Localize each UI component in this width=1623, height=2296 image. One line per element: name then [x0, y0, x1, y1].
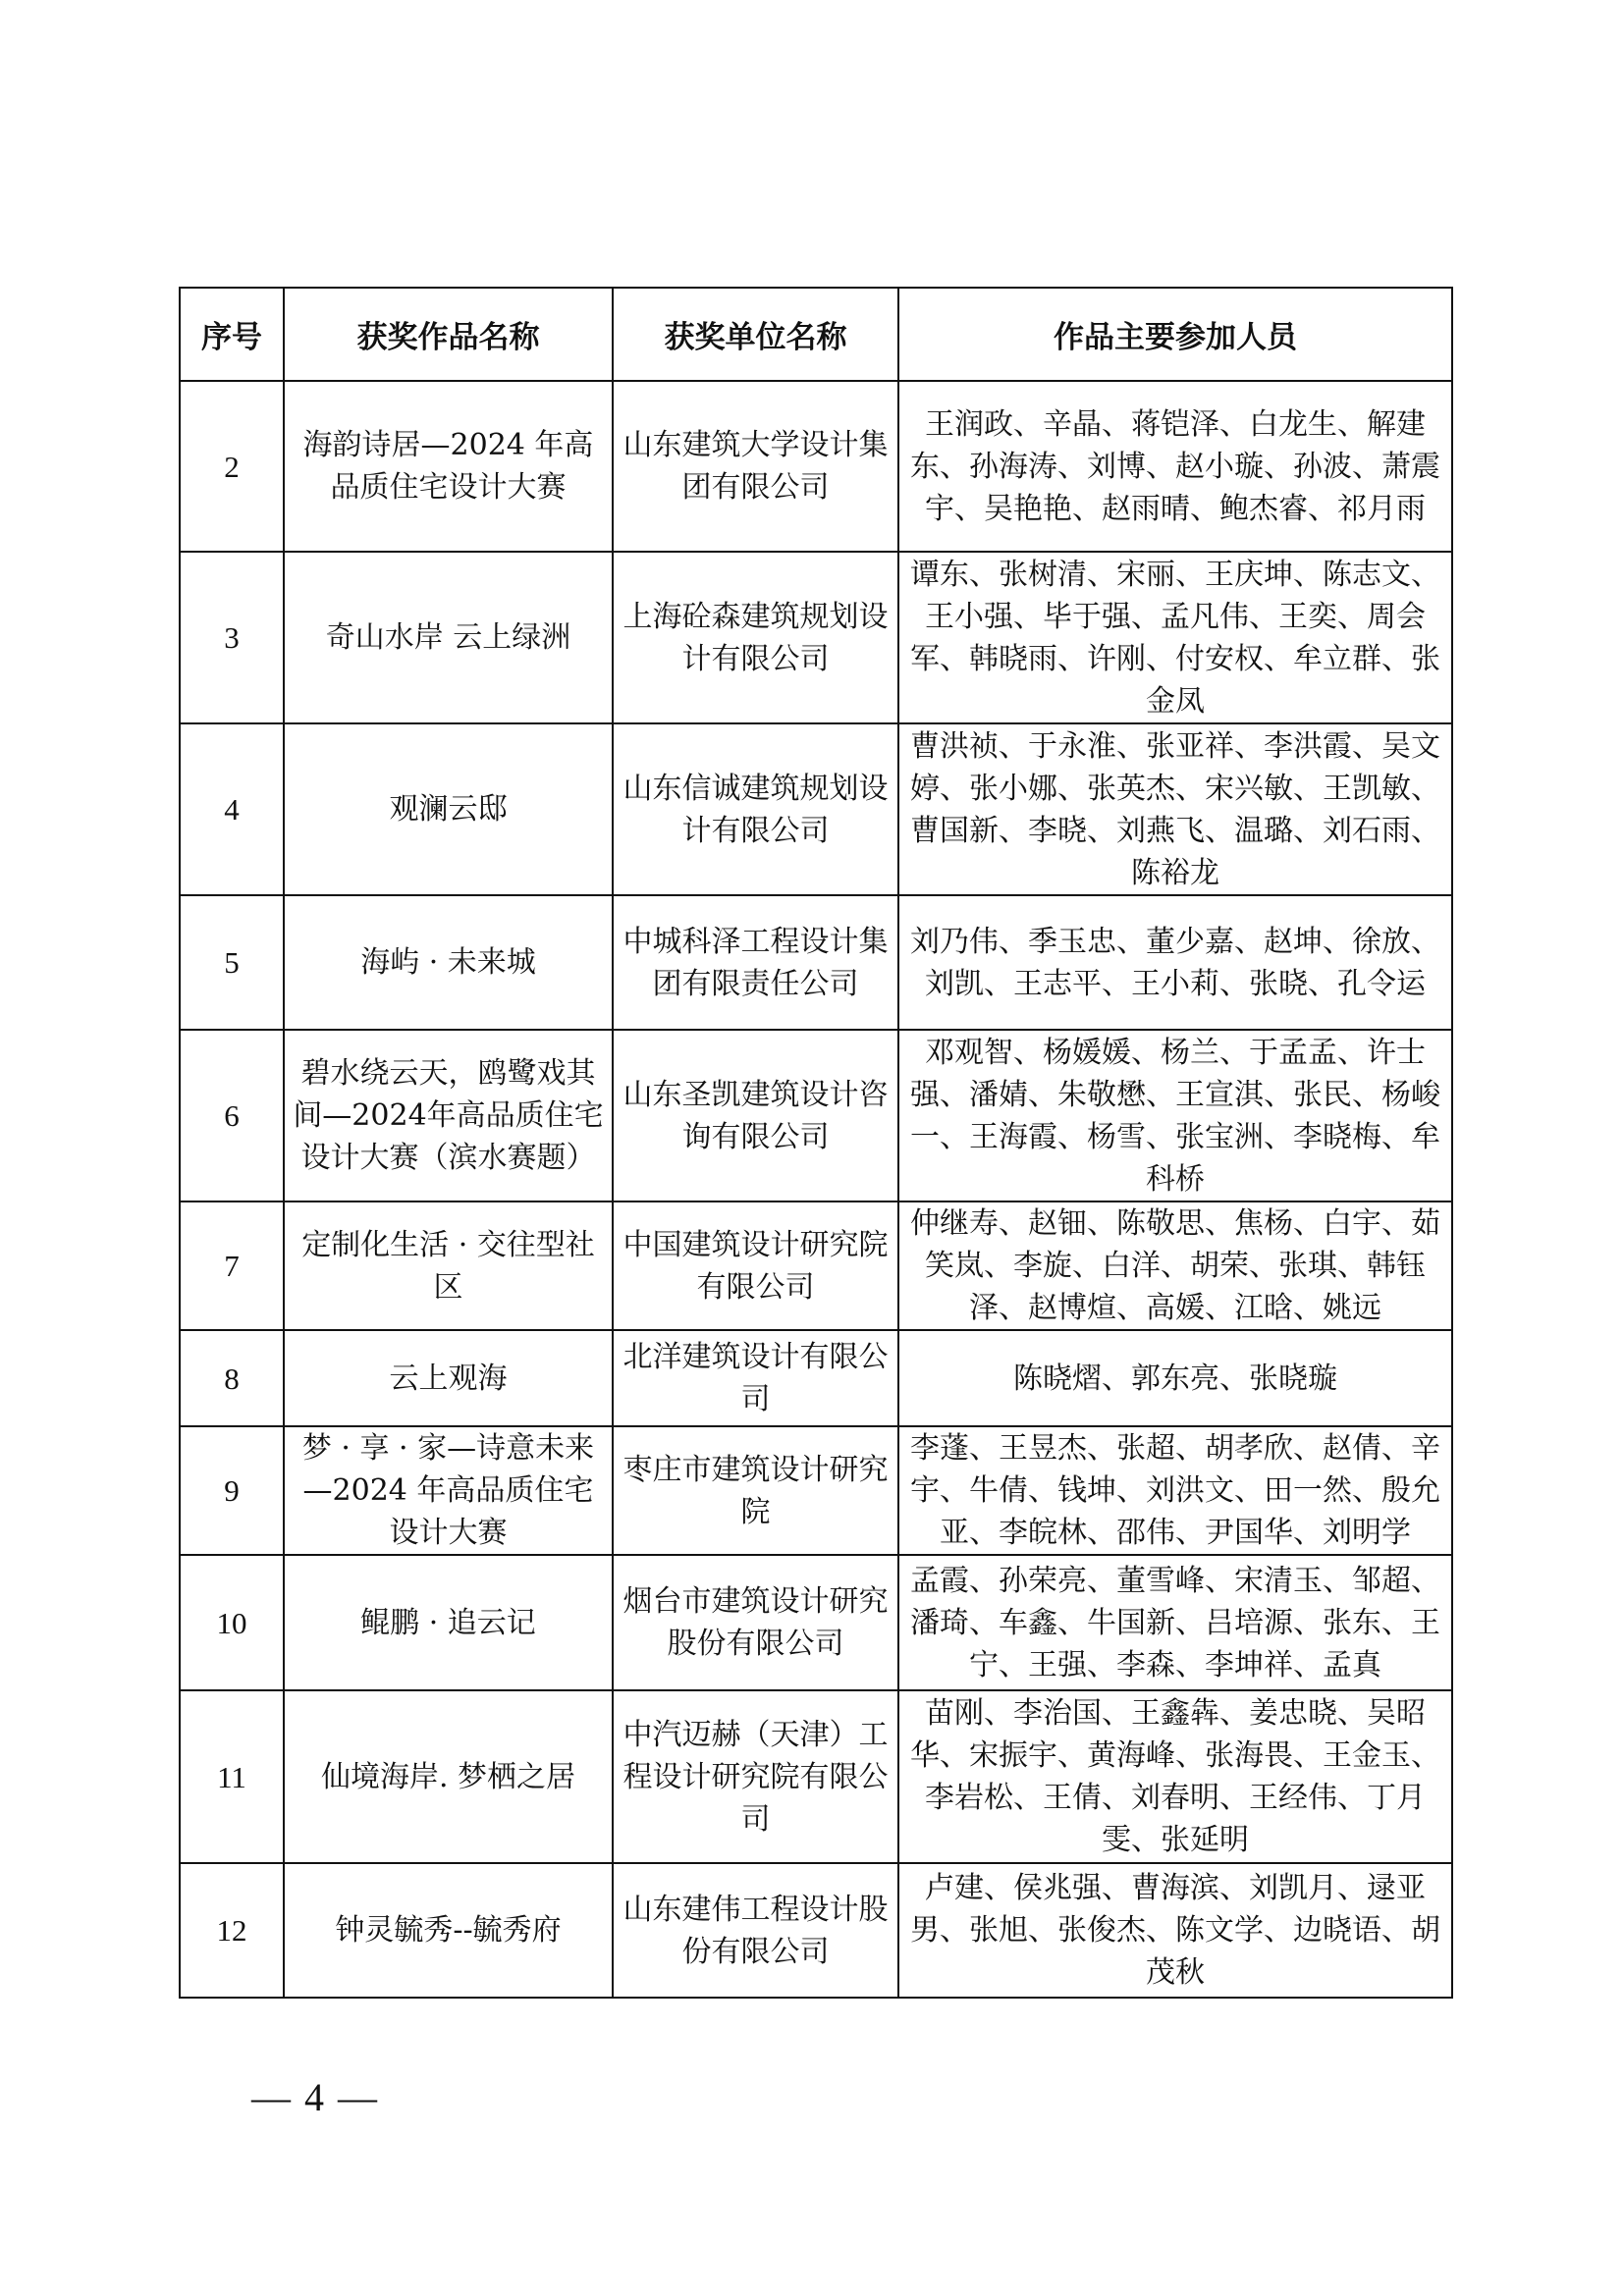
row-no: 10: [180, 1555, 284, 1690]
row-no: 12: [180, 1863, 284, 1998]
row-participants: 孟霞、孙荣亮、董雪峰、宋清玉、邹超、潘琦、车鑫、牛国新、吕培源、张东、王宁、王强、李森、李坤祥、孟真: [898, 1555, 1452, 1690]
row-participants: 李蓬、王昱杰、张超、胡孝欣、赵倩、辛宇、牛倩、钱坤、刘洪文、田一然、殷允亚、李皖林、邵伟、尹国华、刘明学: [898, 1426, 1452, 1555]
row-unit-name: 中汽迈赫（天津）工程设计研究院有限公司: [613, 1690, 898, 1863]
row-work-name: 碧水绕云天，鸥鹭戏其间—2024年高品质住宅设计大赛（滨水赛题）: [284, 1030, 613, 1201]
row-work-name: 观澜云邸: [284, 723, 613, 895]
row-no: 7: [180, 1201, 284, 1330]
row-unit-name: 中城科泽工程设计集团有限责任公司: [613, 895, 898, 1030]
row-no: 4: [180, 723, 284, 895]
row-unit-name: 北洋建筑设计有限公司: [613, 1330, 898, 1426]
awards-table-container: [179, 287, 1451, 1999]
table-row: [180, 1201, 1452, 1330]
row-unit-name: 烟台市建筑设计研究股份有限公司: [613, 1555, 898, 1690]
row-participants: 陈晓熠、郭东亮、张晓璇: [898, 1330, 1452, 1426]
row-unit-name: 山东建伟工程设计股份有限公司: [613, 1863, 898, 1998]
row-participants: 谭东、张树清、宋丽、王庆坤、陈志文、王小强、毕于强、孟凡伟、王奕、周会军、韩晓雨、许刚、付安权、牟立群、张金凤: [898, 552, 1452, 723]
header-unit-name: 获奖单位名称: [613, 288, 898, 381]
awards-table: [179, 287, 1453, 1999]
row-no: 9: [180, 1426, 284, 1555]
table-row: [180, 895, 1452, 1030]
table-header-row: [180, 288, 1452, 381]
table-row: [180, 381, 1452, 552]
row-participants: 苗刚、李治国、王鑫犇、姜忠晓、吴昭华、宋振宇、黄海峰、张海畏、王金玉、李岩松、王倩、刘春明、王经伟、丁月雯、张延明: [898, 1690, 1452, 1863]
header-work-name: 获奖作品名称: [284, 288, 613, 381]
table-row: [180, 1555, 1452, 1690]
row-participants: 邓观智、杨媛媛、杨兰、于孟孟、许士强、潘婧、朱敬懋、王宣淇、张民、杨峻一、王海霞、杨雪、张宝洲、李晓梅、牟科桥: [898, 1030, 1452, 1201]
table-row: [180, 552, 1452, 723]
row-participants: 卢建、侯兆强、曹海滨、刘凯月、逯亚男、张旭、张俊杰、陈文学、边晓语、胡茂秋: [898, 1863, 1452, 1998]
table-row: [180, 723, 1452, 895]
header-no: 序号: [180, 288, 284, 381]
row-unit-name: 山东信诚建筑规划设计有限公司: [613, 723, 898, 895]
table-row: [180, 1330, 1452, 1426]
row-unit-name: 上海砼森建筑规划设计有限公司: [613, 552, 898, 723]
table-row: [180, 1690, 1452, 1863]
row-unit-name: 中国建筑设计研究院有限公司: [613, 1201, 898, 1330]
table-row: [180, 1863, 1452, 1998]
row-no: 3: [180, 552, 284, 723]
row-unit-name: 山东建筑大学设计集团有限公司: [613, 381, 898, 552]
row-no: 6: [180, 1030, 284, 1201]
row-work-name: 梦 · 享 · 家—诗意未来—2024 年高品质住宅设计大赛: [284, 1426, 613, 1555]
row-no: 11: [180, 1690, 284, 1863]
row-participants: 曹洪祯、于永淮、张亚祥、李洪霞、吴文婷、张小娜、张英杰、宋兴敏、王凯敏、曹国新、李晓、刘燕飞、温璐、刘石雨、陈裕龙: [898, 723, 1452, 895]
table-row: [180, 1030, 1452, 1201]
row-work-name: 海屿 · 未来城: [284, 895, 613, 1030]
page-number: — 4 —: [251, 2075, 379, 2119]
row-unit-name: 山东圣凯建筑设计咨询有限公司: [613, 1030, 898, 1201]
row-work-name: 云上观海: [284, 1330, 613, 1426]
row-work-name: 奇山水岸 云上绿洲: [284, 552, 613, 723]
row-work-name: 海韵诗居—2024 年高品质住宅设计大赛: [284, 381, 613, 552]
row-unit-name: 枣庄市建筑设计研究院: [613, 1426, 898, 1555]
row-work-name: 鲲鹏 · 追云记: [284, 1555, 613, 1690]
table-row: [180, 1426, 1452, 1555]
row-participants: 仲继寿、赵钿、陈敬思、焦杨、白宇、茹笑岚、李旋、白洋、胡荣、张琪、韩钰泽、赵博煊、高媛、江晗、姚远: [898, 1201, 1452, 1330]
header-participants: 作品主要参加人员: [898, 288, 1452, 381]
row-work-name: 定制化生活 · 交往型社区: [284, 1201, 613, 1330]
row-no: 8: [180, 1330, 284, 1426]
row-work-name: 钟灵毓秀--毓秀府: [284, 1863, 613, 1998]
row-no: 2: [180, 381, 284, 552]
row-participants: 王润政、辛晶、蒋铠泽、白龙生、解建东、孙海涛、刘博、赵小璇、孙波、萧震宇、吴艳艳、赵雨晴、鲍杰睿、祁月雨: [898, 381, 1452, 552]
row-no: 5: [180, 895, 284, 1030]
row-work-name: 仙境海岸. 梦栖之居: [284, 1690, 613, 1863]
row-participants: 刘乃伟、季玉忠、董少嘉、赵坤、徐放、刘凯、王志平、王小莉、张晓、孔令运: [898, 895, 1452, 1030]
